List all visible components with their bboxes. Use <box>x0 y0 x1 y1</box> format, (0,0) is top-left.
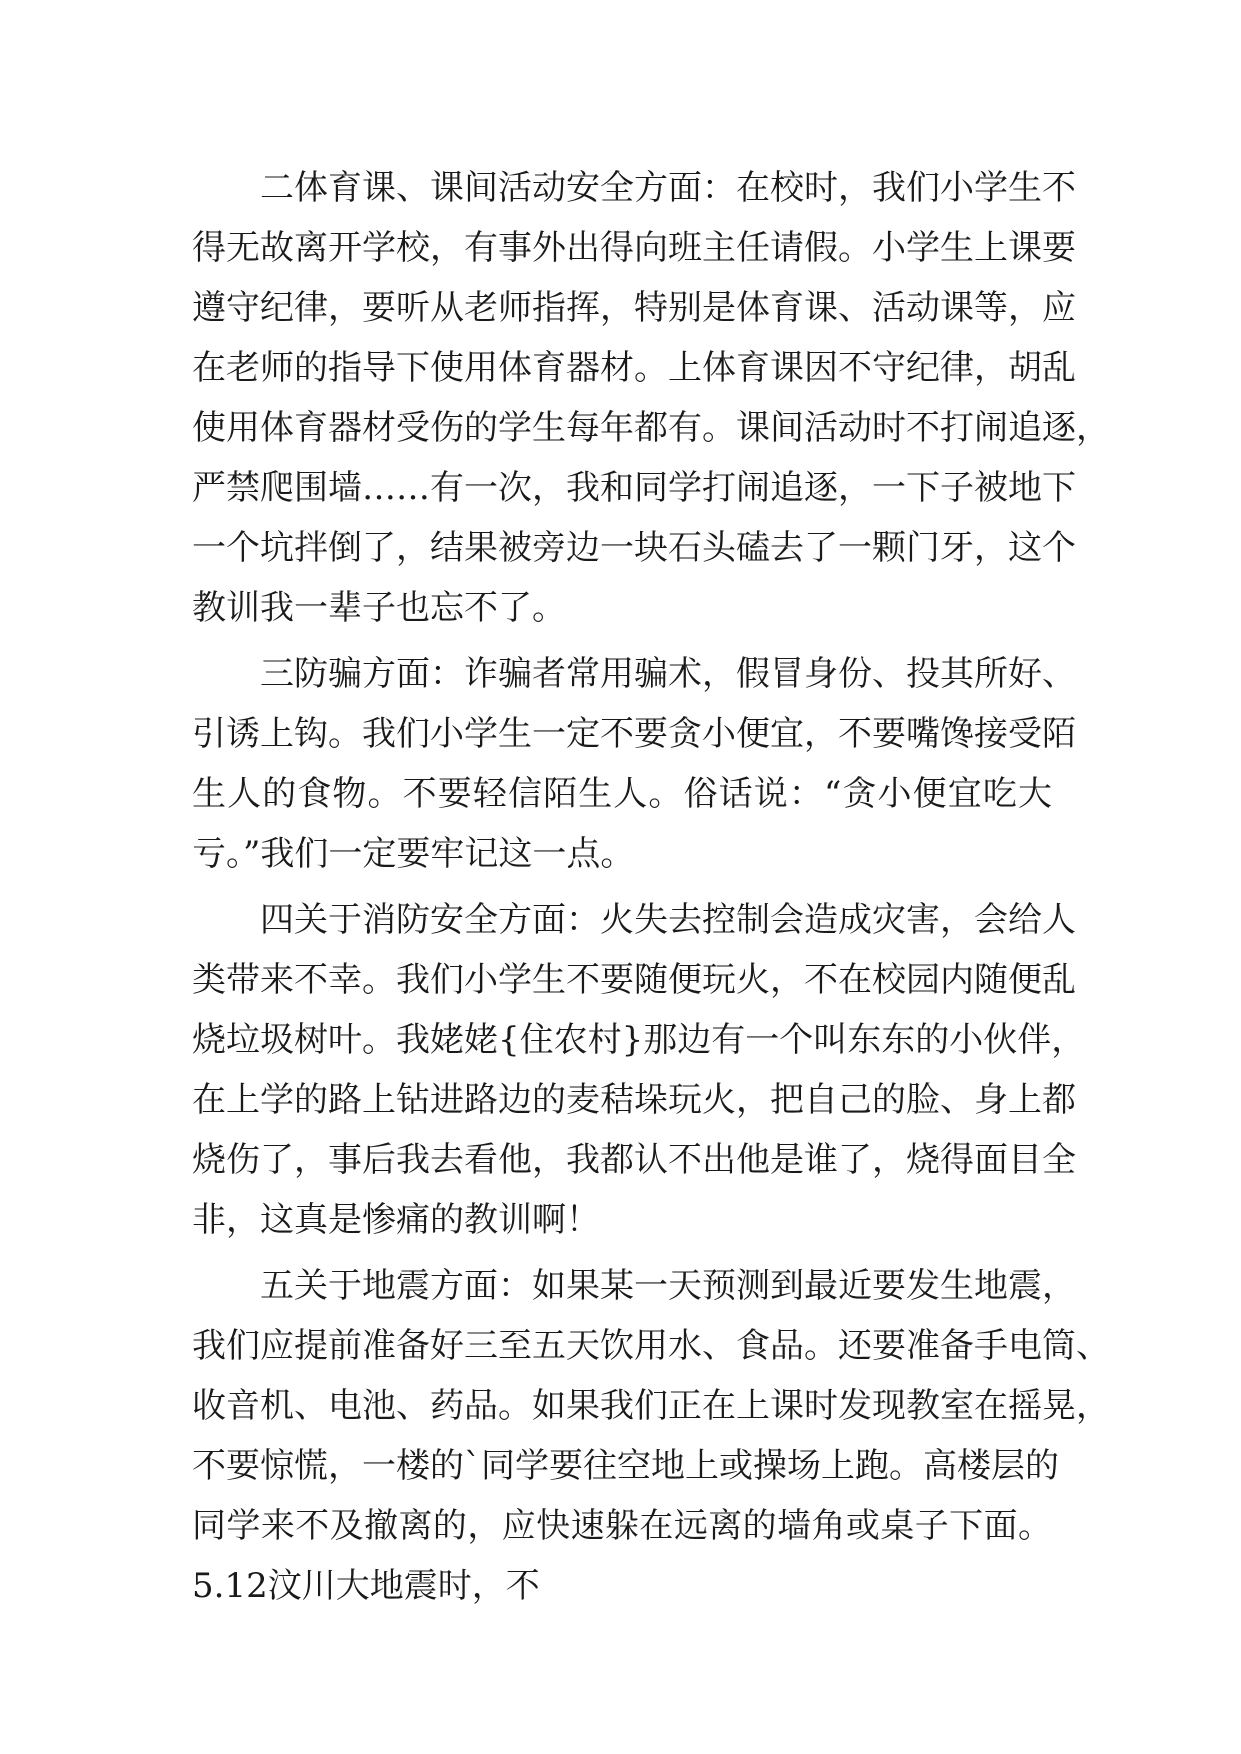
text-line: 四关于消防安全方面：火失去控制会造成灾害，会给人 <box>260 900 1076 940</box>
document-body <box>192 158 1110 1616</box>
text-line: 引诱上钩。我们小学生一定不要贪小便宜，不要嘴馋接受陌 <box>192 714 1076 754</box>
text-line: 在上学的路上钻进路边的麦秸垛玩火，把自己的脸、身上都 <box>192 1080 1076 1120</box>
text-line: 烧垃圾树叶。我姥姥{住农村}那边有一个叫东东的小伙伴， <box>192 1020 1086 1060</box>
text-line: 烧伤了，事后我去看他，我都认不出他是谁了，烧得面目全 <box>192 1140 1076 1180</box>
paragraph-earthquake-safety <box>192 1256 1110 1616</box>
text-line: 一个坑拌倒了，结果被旁边一块石头磕去了一颗门牙，这个 <box>192 528 1076 568</box>
text-line: 二体育课、课间活动安全方面：在校时，我们小学生不 <box>260 168 1076 208</box>
text-line: 收音机、电池、药品。如果我们正在上课时发现教室在摇晃， <box>192 1386 1110 1426</box>
paragraph-sports-safety <box>192 158 1110 638</box>
text-line: 5.12汶川大地震时，不 <box>192 1566 540 1606</box>
text-line: 使用体育器材受伤的学生每年都有。课间活动时不打闹追逐， <box>192 408 1110 448</box>
text-line: 教训我一辈子也忘不了。 <box>192 588 566 628</box>
text-line: 得无故离开学校，有事外出得向班主任请假。小学生上课要 <box>192 228 1076 268</box>
text-line: 严禁爬围墙……有一次，我和同学打闹追逐，一下子被地下 <box>192 468 1076 508</box>
text-line: 非，这真是惨痛的教训啊！ <box>192 1200 600 1240</box>
text-line: 类带来不幸。我们小学生不要随便玩火，不在校园内随便乱 <box>192 960 1076 1000</box>
text-line: 遵守纪律，要听从老师指挥，特别是体育课、活动课等，应 <box>192 288 1076 328</box>
text-line: 同学来不及撤离的，应快速躲在远离的墙角或桌子下面。 <box>192 1506 1052 1546</box>
text-line: 三防骗方面：诈骗者常用骗术，假冒身份、投其所好、 <box>260 654 1076 694</box>
text-line: 五关于地震方面：如果某一天预测到最近要发生地震， <box>260 1266 1076 1306</box>
text-line: 亏。”我们一定要牢记这一点。 <box>192 834 635 874</box>
paragraph-fraud-prevention <box>192 644 1076 884</box>
text-line: 不要惊慌，一楼的`同学要往空地上或操场上跑。高楼层的 <box>192 1446 1059 1486</box>
text-line: 生人的食物。不要轻信陌生人。俗话说：“贪小便宜吃大 <box>192 774 1052 814</box>
paragraph-fire-safety <box>192 890 1086 1250</box>
text-line: 我们应提前准备好三至五天饮用水、食品。还要准备手电筒、 <box>192 1326 1110 1366</box>
text-line: 在老师的指导下使用体育器材。上体育课因不守纪律，胡乱 <box>192 348 1076 388</box>
